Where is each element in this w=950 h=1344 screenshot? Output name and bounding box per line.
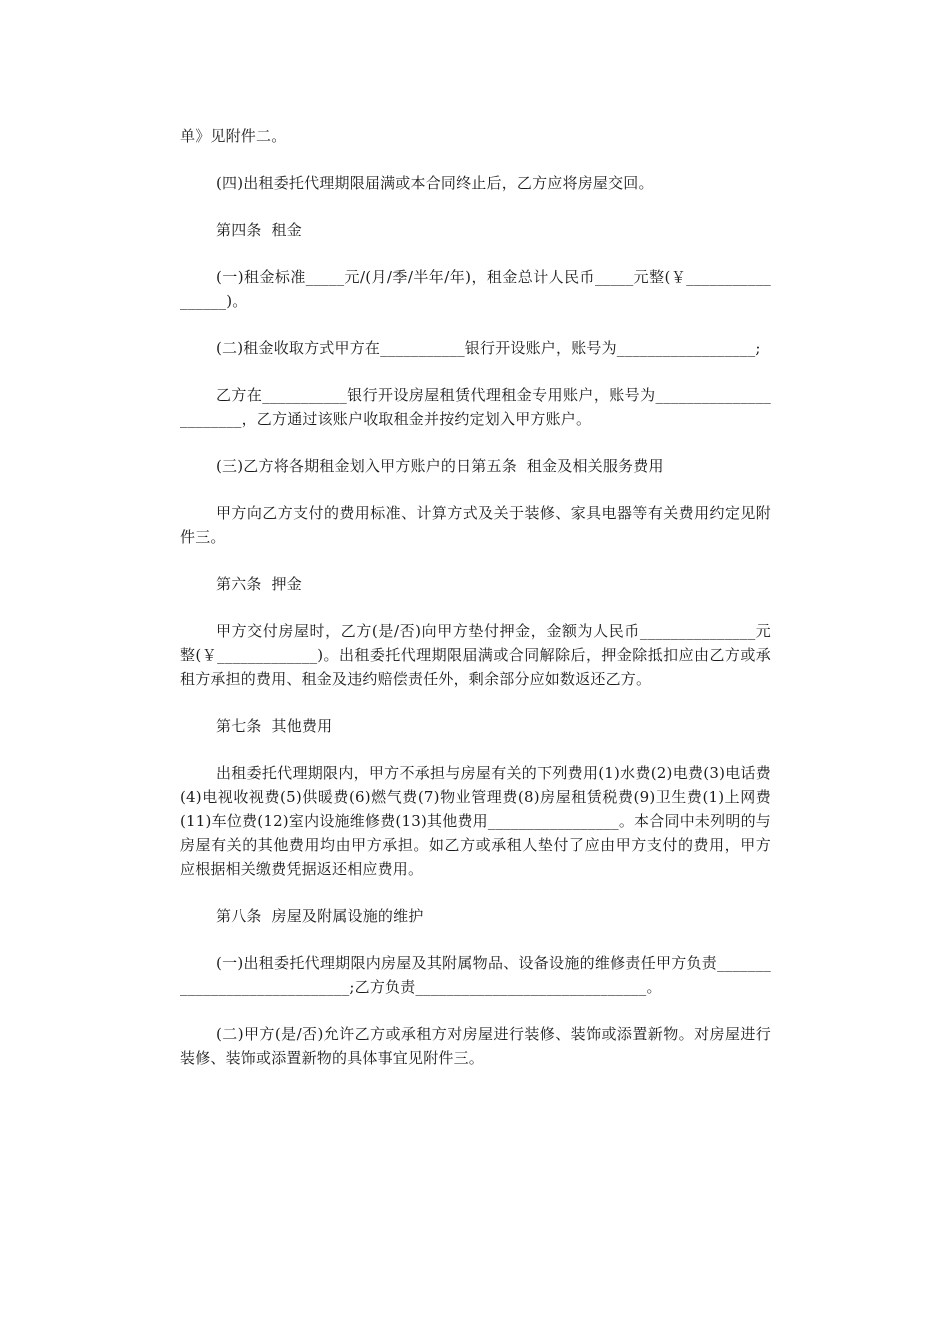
paragraph-other-fees: 出租委托代理期限内，甲方不承担与房屋有关的下列费用(1)水费(2)电费(3)电话费(4)电视收视费(5)供暖费(6)燃气费(7)物业管理费(8)房屋租赁税费(9)卫生费(1)上网费(11)车位费(12)室内设施维修费(13)其他费用_________________。本合同中未列明的与房屋有关的其他费用均由甲方承担。如乙方或承租人垫付了应由甲方支付的费用，甲方应根据相关缴费凭据返还相应费用。 <box>180 764 771 878</box>
paragraph-annex-two-ref: 单》见附件二。 <box>180 127 287 145</box>
paragraph-rent-collection-party-a: (二)租金收取方式甲方在___________银行开设账户，账号为__________________; <box>216 339 761 357</box>
paragraph-rent-collection-party-b: 乙方在___________银行开设房屋租赁代理租金专用账户，账号为_______________________，乙方通过该账户收取租金并按约定划入甲方账户。 <box>180 386 771 428</box>
article-6-heading: 第六条 押金 <box>216 575 302 593</box>
paragraph-return-house: (四)出租委托代理期限届满或本合同终止后，乙方应将房屋交回。 <box>216 174 654 192</box>
article-4-heading: 第四条 租金 <box>216 221 302 239</box>
article-8-heading: 第八条 房屋及附属设施的维护 <box>216 907 424 925</box>
paragraph-deposit: 甲方交付房屋时，乙方(是/否)向甲方垫付押金，金额为人民币_______________元整(￥_____________)。出租委托代理期限届满或合同解除后，押金除抵扣应由乙方或承租方承担的费用、租金及违约赔偿责任外，剩余部分应如数返还乙方。 <box>180 622 771 688</box>
paragraph-rent-transfer-date: (三)乙方将各期租金划入甲方账户的日第五条 租金及相关服务费用 <box>216 457 664 475</box>
article-7-heading: 第七条 其他费用 <box>216 717 333 735</box>
paragraph-rent-standard: (一)租金标准_____元/(月/季/半年/年)，租金总计人民币_____元整(￥_________________)。 <box>180 268 771 310</box>
paragraph-renovation-permission: (二)甲方(是/否)允许乙方或承租方对房屋进行装修、装饰或添置新物。对房屋进行装修、装饰或添置新物的具体事宜见附件三。 <box>180 1025 771 1067</box>
paragraph-service-fees: 甲方向乙方支付的费用标准、计算方式及关于装修、家具电器等有关费用约定见附件三。 <box>180 504 771 546</box>
paragraph-maintenance-responsibility: (一)出租委托代理期限内房屋及其附属物品、设备设施的维修责任甲方负责_____________________________;乙方负责______________________________。 <box>180 954 771 996</box>
contract-body <box>180 124 771 1093</box>
